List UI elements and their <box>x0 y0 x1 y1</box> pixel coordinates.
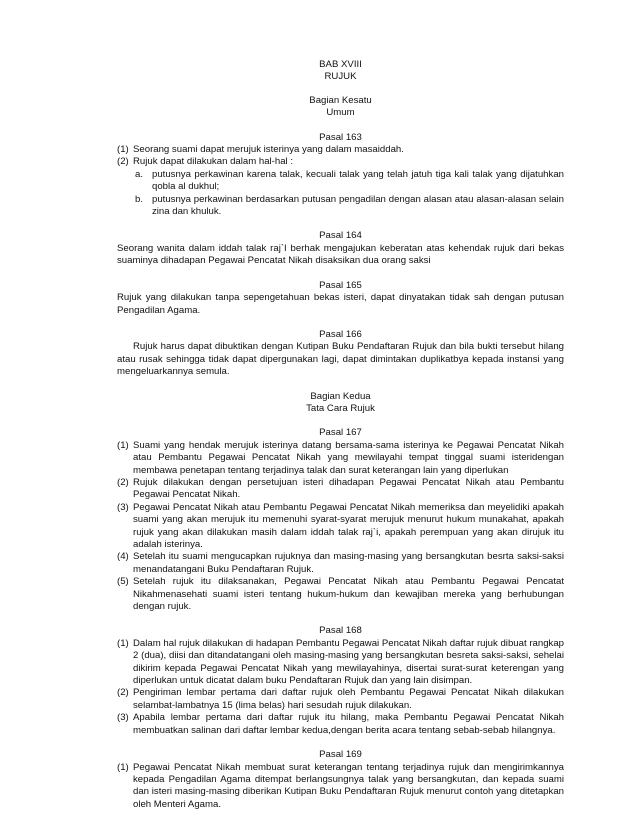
article-167-item <box>117 576 564 613</box>
article-163-item <box>117 156 564 168</box>
article-166-text: Rujuk harus dapat dibuktikan dengan Kutipan Buku Pendaftaran Rujuk dan bila bukti tersebut hilang atau rusak sehingga tidak dapat dipergunakan lagi, dapat dimintakan duplikatbya kepada instansi yang mengeluarkannya semula. <box>117 341 564 378</box>
item-text: Dalam hal rujuk dilakukan di hadapan Pembantu Pegawai Pencatat Nikah daftar rujuk dibuat rangkap 2 (dua), diisi dan ditandatangani oleh masing-masing yang bersangkutan besreta saksi-saksi, sehelai dikirim kepada Pegawai Pencatat Nikah yang mewilayahinya, disertai surat-surat keterengan yang diperlukan untuk dicatat dalam buku Pendaftaran Rujuk dan yang lain disimpan. <box>133 637 564 687</box>
item-text: Pegawai Pencatat Nikah membuat surat keterangan tentang terjadinya rujuk dan mengirimkannya kepada Pengadilan Agama ditempat berlangsungnya talak yang bersangkutan, dan kepada suami dan isteri masing-masing diberikan Kutipan Buku Pendaftaran Rujuk menurut contoh yang ditetapkan oleh Menteri Agama. <box>133 761 564 810</box>
item-text: Seorang suami dapat merujuk isterinya yang dalam masaiddah. <box>133 144 404 156</box>
item-text: Rujuk dapat dilakukan dalam hal-hal : <box>133 156 293 168</box>
article-163-subitem <box>117 194 564 219</box>
article-167-item <box>117 551 564 576</box>
subitem-letter: a. <box>135 168 144 180</box>
article-167-item <box>117 502 564 552</box>
chapter-subtitle: RUJUK <box>324 71 357 83</box>
article-168-item <box>117 687 564 712</box>
article-168-title: Pasal 168 <box>319 625 362 637</box>
item-number: (4) <box>117 551 129 563</box>
item-number: (5) <box>117 576 129 588</box>
subitem-text: putusnya perkawinan berdasarkan putusan pengadilan dengan alasan atau alasan-alasan selain zina dan khuluk. <box>152 193 564 218</box>
item-number: (2) <box>117 156 129 168</box>
article-169-item <box>117 762 564 812</box>
item-number: (1) <box>117 439 129 451</box>
article-169-title: Pasal 169 <box>319 749 362 761</box>
item-text: Suami yang hendak merujuk isterinya datang bersama-sama isterinya ke Pegawai Pencatat Nikah atau Pembantu Pegawai Pencatat Nikah yang mewilayahi tempat tinggal suami isteridengan membawa penetapan tentang terjadinya talak dan surat keterangan lain yang diperlukan <box>133 439 564 476</box>
article-164-title: Pasal 164 <box>319 230 362 242</box>
subitem-text: putusnya perkawinan karena talak, kecuali talak yang telah jatuh tiga kali talak yang dijatuhkan qobla al dukhul; <box>152 168 564 193</box>
item-text: Setelah rujuk itu dilaksanakan, Pegawai Pencatat Nikah atau Pembantu Pegawai Pencatat Nikahmenasehati suami isteri tentang hukum-hukum dan kewajiban mereka yang berhubungan dengan rujuk. <box>133 576 564 613</box>
article-168-item <box>117 712 564 737</box>
item-text: Pengiriman lembar pertama dari daftar rujuk oleh Pembantu Pegawai Pencatat Nikah dilakukan selambat-lambatnya 15 (lima belas) hari sesudah rujuk dilakukan. <box>133 687 564 711</box>
item-text: Rujuk dilakukan dengan persetujuan isteri dihadapan Pegawai Pencatat Nikah atau Pembantu Pegawai Pencatat Nikah. <box>133 476 564 501</box>
article-167-title: Pasal 167 <box>319 427 362 439</box>
article-163-item <box>117 144 564 156</box>
section-title: Bagian Kedua <box>310 390 371 402</box>
article-163-subitem <box>117 169 564 194</box>
article-167-item <box>117 440 564 477</box>
article-167-item <box>117 477 564 502</box>
item-number: (1) <box>117 761 129 773</box>
subitem-letter: b. <box>135 193 144 205</box>
item-text: Setelah itu suami mengucapkan rujuknya dan masing-masing yang bersangkutan besrta saksi-saksi menandatangani Buku Pendaftaran Rujuk. <box>133 551 564 575</box>
item-number: (3) <box>117 712 129 724</box>
chapter-title: BAB XVIII <box>319 59 362 70</box>
section-subtitle: Tata Cara Rujuk <box>306 402 375 414</box>
article-165-title: Pasal 165 <box>319 279 362 291</box>
article-163-title: Pasal 163 <box>319 131 362 143</box>
section-title: Bagian Kesatu <box>309 94 372 106</box>
article-164-text: Seorang wanita dalam iddah talak raj`I berhak mengajukan keberatan atas kehendak rujuk dari bekas suaminya dihadapan Pegawai Pencatat Nikah disaksikan dua orang saksi <box>117 242 564 267</box>
item-text: Apabila lembar pertama dari daftar rujuk itu hilang, maka Pembantu Pegawai Pencatat Nikah membuatkan salinan dari daftar lembar kedua,dengan berita acara tentang sebab-sebab hilangnya. <box>133 712 564 736</box>
item-number: (1) <box>117 144 129 156</box>
item-number: (2) <box>117 476 129 488</box>
item-number: (1) <box>117 637 129 649</box>
article-168-item <box>117 638 564 688</box>
section-subtitle: Umum <box>326 107 355 119</box>
item-number: (3) <box>117 501 129 513</box>
article-166-title: Pasal 166 <box>319 328 362 340</box>
item-number: (2) <box>117 687 129 699</box>
document-body <box>117 59 564 811</box>
item-text: Pegawai Pencatat Nikah atau Pembantu Pegawai Pencatat Nikah memeriksa dan meyelidiki apakah suami yang akan merujuk itu memenuhi syarat-syarat merujuk menurut hukum munakahat, apakah rujuk yang akan dilakukan masih dalam iddah talak raj`i, apakah perempuan yang akan dirujuk itu adalah isterinya. <box>133 501 564 550</box>
article-165-text: Rujuk yang dilakukan tanpa sepengetahuan bekas isteri, dapat dinyatakan tidak sah dengan putusan Pengadilan Agama. <box>117 292 564 316</box>
